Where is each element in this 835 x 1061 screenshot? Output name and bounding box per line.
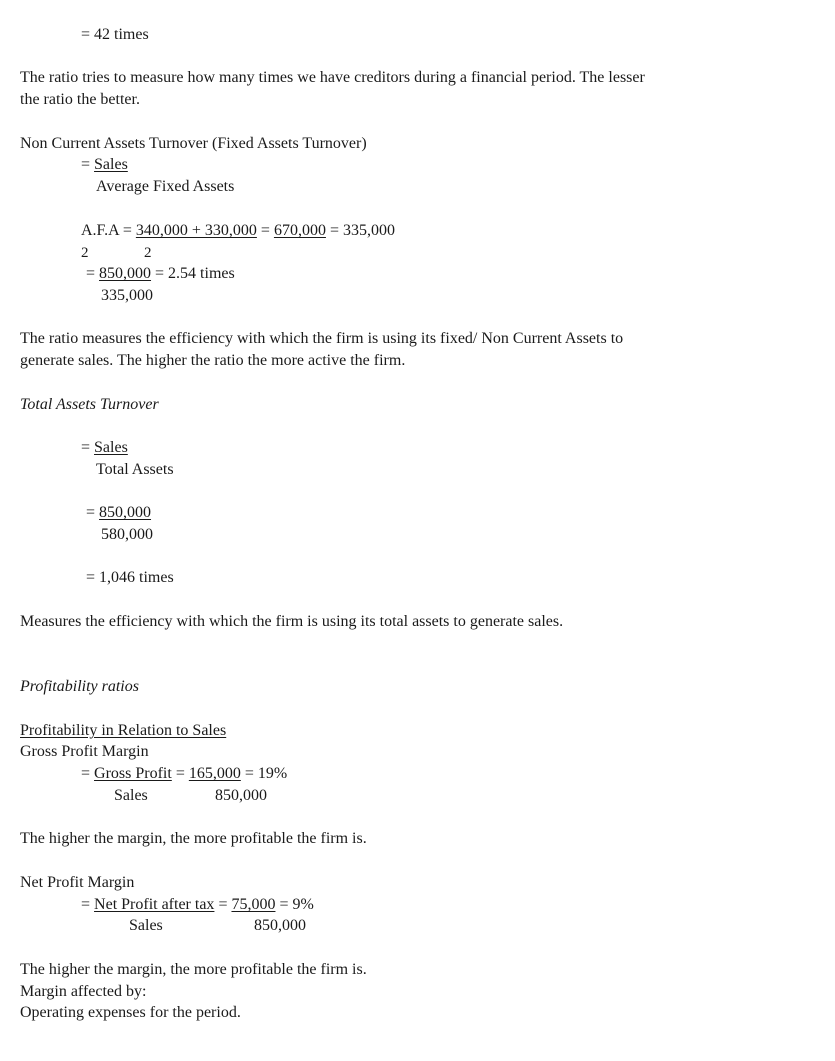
gross-profit-paragraph: The higher the margin, the more profitable the firm is. (20, 830, 367, 847)
total-assets-turnover-heading: Total Assets Turnover (20, 396, 159, 413)
net-profit-margin-title: Net Profit Margin (20, 874, 135, 891)
equals-sign: = (81, 896, 95, 913)
net-profit-paragraph-3: Operating expenses for the period. (20, 1004, 241, 1021)
afa-numerator-2: 670,000 (273, 222, 326, 239)
fixed-assets-formula-numerator (81, 155, 128, 175)
fixed-assets-calculation (86, 264, 235, 284)
fixed-assets-turnover-heading: Non Current Assets Turnover (Fixed Assets Turnover) (20, 135, 367, 152)
net-profit-formula (81, 895, 314, 915)
total-assets-calculation (86, 503, 151, 523)
afa-denominator-2: 2 (144, 245, 152, 261)
gross-profit-margin-title: Gross Profit Margin (20, 743, 149, 760)
net-profit-denominator-label: Sales (129, 917, 163, 934)
profitability-subheading: Profitability in Relation to Sales (20, 722, 227, 739)
fixed-assets-paragraph-line2: generate sales. The higher the ratio the more active the firm. (20, 352, 406, 369)
gross-profit-denominator-label: Sales (114, 787, 148, 804)
gross-profit-numerator-label: Gross Profit (94, 765, 172, 782)
net-profit-result: = 9% (275, 896, 314, 913)
calc-numerator: 850,000 (99, 504, 152, 521)
equals-sign: = (171, 765, 189, 782)
afa-numerator-1: 340,000 + 330,000 (135, 222, 257, 239)
total-assets-formula-denominator: Total Assets (96, 461, 174, 478)
total-assets-result: = 1,046 times (86, 569, 174, 586)
equals-sign: = (86, 504, 100, 521)
afa-result: = 335,000 (325, 222, 395, 239)
afa-label: A.F.A = (81, 222, 136, 239)
calc-numerator: 850,000 (99, 265, 152, 282)
total-assets-paragraph: Measures the efficiency with which the firm is using its total assets to generate sales. (20, 613, 564, 630)
fixed-assets-formula-denominator: Average Fixed Assets (96, 178, 235, 195)
net-profit-numerator-value: 75,000 (231, 896, 276, 913)
equals-sign: = (81, 765, 95, 782)
gross-profit-denominator-value: 850,000 (215, 787, 267, 804)
equals-sign: = (81, 156, 95, 173)
calc-result: = 2.54 times (151, 265, 235, 282)
net-profit-paragraph-2: Margin affected by: (20, 983, 147, 1000)
net-profit-denominator-value: 850,000 (254, 917, 306, 934)
gross-profit-result: = 19% (240, 765, 288, 782)
creditors-result: = 42 times (81, 26, 149, 43)
formula-numerator-text: Sales (94, 439, 128, 456)
equals-sign: = (86, 265, 100, 282)
net-profit-numerator-label: Net Profit after tax (94, 896, 215, 913)
equals-sign: = (214, 896, 232, 913)
profitability-heading: Profitability ratios (20, 678, 139, 695)
afa-equals-1: = (256, 222, 274, 239)
formula-numerator-text: Sales (94, 156, 128, 173)
net-profit-paragraph-1: The higher the margin, the more profitable the firm is. (20, 961, 367, 978)
gross-profit-numerator-value: 165,000 (188, 765, 241, 782)
afa-calculation (81, 221, 395, 241)
total-assets-formula-numerator (81, 438, 128, 458)
creditors-paragraph-line1: The ratio tries to measure how many times we have creditors during a financial period. The lesser (20, 69, 645, 86)
gross-profit-formula (81, 764, 287, 784)
afa-denominator-1: 2 (81, 245, 89, 261)
fixed-assets-paragraph-line1: The ratio measures the efficiency with which the firm is using its fixed/ Non Current Assets to (20, 330, 624, 347)
equals-sign: = (81, 439, 95, 456)
total-assets-calc-denominator: 580,000 (101, 526, 153, 543)
fixed-assets-calc-denominator: 335,000 (101, 287, 153, 304)
creditors-paragraph-line2: the ratio the better. (20, 91, 140, 108)
